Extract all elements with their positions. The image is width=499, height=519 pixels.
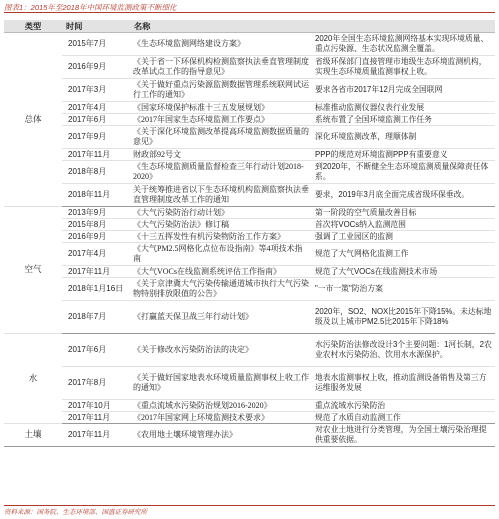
- row-name: 《农用地土壤环境管理办法》: [130, 424, 312, 447]
- header-type: 类型: [4, 20, 62, 33]
- table-row: [4, 243, 495, 266]
- table-row: [4, 400, 495, 412]
- group-type-cell: 总体: [4, 33, 62, 207]
- row-name: 《2017年国家网上环境监测技术要求》: [130, 412, 312, 424]
- row-time: 2017年11月: [62, 266, 130, 278]
- header-name: 名称: [130, 20, 312, 33]
- table-row: [4, 278, 495, 301]
- table-row: [4, 367, 495, 400]
- header-time: 时间: [62, 20, 130, 33]
- row-name: 《大气VOCs在线监测系统评估工作指南》: [130, 266, 312, 278]
- table-row: [4, 79, 495, 102]
- row-note: "一市一策"防治方案: [312, 278, 495, 301]
- row-time: 2017年3月: [62, 79, 130, 102]
- row-name: 《关于京津冀大气污染传输通道城市执行大气污染物特别排放限值的公告》: [130, 278, 312, 301]
- row-note: 重点流域水污染防治: [312, 400, 495, 412]
- row-time: 2017年8月: [62, 367, 130, 400]
- row-note: 地表水监测事权上收，推动监测设备销售及第三方运维服务发展: [312, 367, 495, 400]
- row-time: 2015年8月: [62, 219, 130, 231]
- table-row: [4, 334, 495, 367]
- row-note: 规范了水质自动监测工作: [312, 412, 495, 424]
- row-time: 2013年9月: [62, 207, 130, 219]
- row-time: 2017年6月: [62, 334, 130, 367]
- row-name: 《国家环境保护标准十三五发展规划》: [130, 102, 312, 114]
- row-name: 《打赢蓝天保卫战三年行动计划》: [130, 301, 312, 334]
- table-row: [4, 161, 495, 184]
- table-row: [4, 56, 495, 79]
- row-name: 《大气污染防治法》修订稿: [130, 219, 312, 231]
- row-time: 2017年11月: [62, 149, 130, 161]
- row-name: 《大气PM2.5网格化点位布设指南》等4项技术指南: [130, 243, 312, 266]
- source-note: 资料来源：国务院、生态环境部、国盛证券研究所: [4, 509, 147, 516]
- row-note: 标准推动监测仪器仪表行业发展: [312, 102, 495, 114]
- table-row: [4, 149, 495, 161]
- row-time: 2015年7月: [62, 33, 130, 56]
- header-note: [312, 20, 495, 33]
- row-time: 2017年4月: [62, 243, 130, 266]
- row-note: 首次将VOCs纳入监测范围: [312, 219, 495, 231]
- table-row: [4, 102, 495, 114]
- row-time: 2018年8月: [62, 161, 130, 184]
- row-name: 《关于省一下环保机构检测监察执法垂直管理制度改革试点工作的指导意见》: [130, 56, 312, 79]
- row-time: 2017年6月: [62, 114, 130, 126]
- row-note: 规范了大气VOCs在线监测技术市场: [312, 266, 495, 278]
- row-note: 水污染防治法修改设计3个主要问题：1河长制，2农业农村水污染防治、饮用水水源保护。: [312, 334, 495, 367]
- row-name: 《生态环境监测质量监督检查三年行动计划2018-2020》: [130, 161, 312, 184]
- row-name: 财政部92号文: [130, 149, 312, 161]
- row-note: 系统布置了全国环境监测工作任务: [312, 114, 495, 126]
- table-row: [4, 207, 495, 219]
- row-time: 2018年11月: [62, 184, 130, 207]
- figure-caption: 图表1：2015年至2018年中国环境监测政策不断细化: [4, 3, 177, 12]
- row-note: 第一阶段的空气质量改善目标: [312, 207, 495, 219]
- row-time: 2016年9月: [62, 231, 130, 243]
- row-note: 深化环境监测改革，理顺体制: [312, 126, 495, 149]
- table-row: [4, 114, 495, 126]
- row-time: 2017年4月: [62, 102, 130, 114]
- row-name: 《关于修改水污染防治法的决定》: [130, 334, 312, 367]
- table-row: [4, 126, 495, 149]
- group-type-cell: 空气: [4, 207, 62, 334]
- policy-table: [4, 20, 495, 447]
- row-note: 规范了大气网格化监测工作: [312, 243, 495, 266]
- row-note: 2020年全国生态环境监测网络基本实现环境质量、重点污染源、生态状况监测全覆盖。: [312, 33, 495, 56]
- group-type-cell: 土壤: [4, 424, 62, 447]
- row-time: 2018年7月: [62, 301, 130, 334]
- table-row: [4, 266, 495, 278]
- table-row: [4, 301, 495, 334]
- table-row: [4, 219, 495, 231]
- row-time: 2017年11月: [62, 412, 130, 424]
- row-name: 《2017年国家生态环境监测工作要点》: [130, 114, 312, 126]
- row-name: 《关于做好国家地表水环境质量监测事权上收工作的通知》: [130, 367, 312, 400]
- row-time: 2016年9月: [62, 56, 130, 79]
- row-name: 《十三五挥发性有机污染物防治工作方案》: [130, 231, 312, 243]
- row-time: 2017年10月: [62, 400, 130, 412]
- table-header-row: [4, 20, 495, 33]
- row-name: 关于统筹推进省以下生态环境机构监测监察执法垂直管理制度改革工作的通知: [130, 184, 312, 207]
- bottom-rule: [4, 505, 495, 506]
- table-row: [4, 33, 495, 56]
- top-rule: [4, 12, 495, 13]
- row-note: 强调了工业园区的监测: [312, 231, 495, 243]
- row-note: 2020年，SO2、NOX比2015年下降15%。未达标地级及以上城市PM2.5比2015年下降18%: [312, 301, 495, 334]
- row-note: 要求各省市2017年12月完成全国联网: [312, 79, 495, 102]
- row-name: 《关于做好重点污染源监测数据管理系统联网试运行工作的通知》: [130, 79, 312, 102]
- row-note: 要求，2019年3月底全面完成省级环保垂改。: [312, 184, 495, 207]
- row-note: 对农业土地进行分类管理，为全国土壤污染治理提供重要依据。: [312, 424, 495, 447]
- group-type-cell: 水: [4, 334, 62, 424]
- table-row: [4, 424, 495, 447]
- row-note: 省级环保部门直接管理市地级生态环境监测机构，实现生态环境质量监测事权上收。: [312, 56, 495, 79]
- table-row: [4, 184, 495, 207]
- row-time: 2018年1月16日: [62, 278, 130, 301]
- row-name: 《重点流域水污染防治规划2016-2020》: [130, 400, 312, 412]
- row-name: 《生态环境监测网络建设方案》: [130, 33, 312, 56]
- row-name: 《关于深化环境监测改革提高环境监测数据质量的意见》: [130, 126, 312, 149]
- table-row: [4, 231, 495, 243]
- row-note: 到2020年，不断健全生态环境监测质量保障责任体系。: [312, 161, 495, 184]
- row-time: 2017年11月: [62, 424, 130, 447]
- row-note: PPP的规范对环境监测PPP有重要意义: [312, 149, 495, 161]
- table-row: [4, 412, 495, 424]
- row-name: 《大气污染防治行动计划》: [130, 207, 312, 219]
- row-time: 2017年9月: [62, 126, 130, 149]
